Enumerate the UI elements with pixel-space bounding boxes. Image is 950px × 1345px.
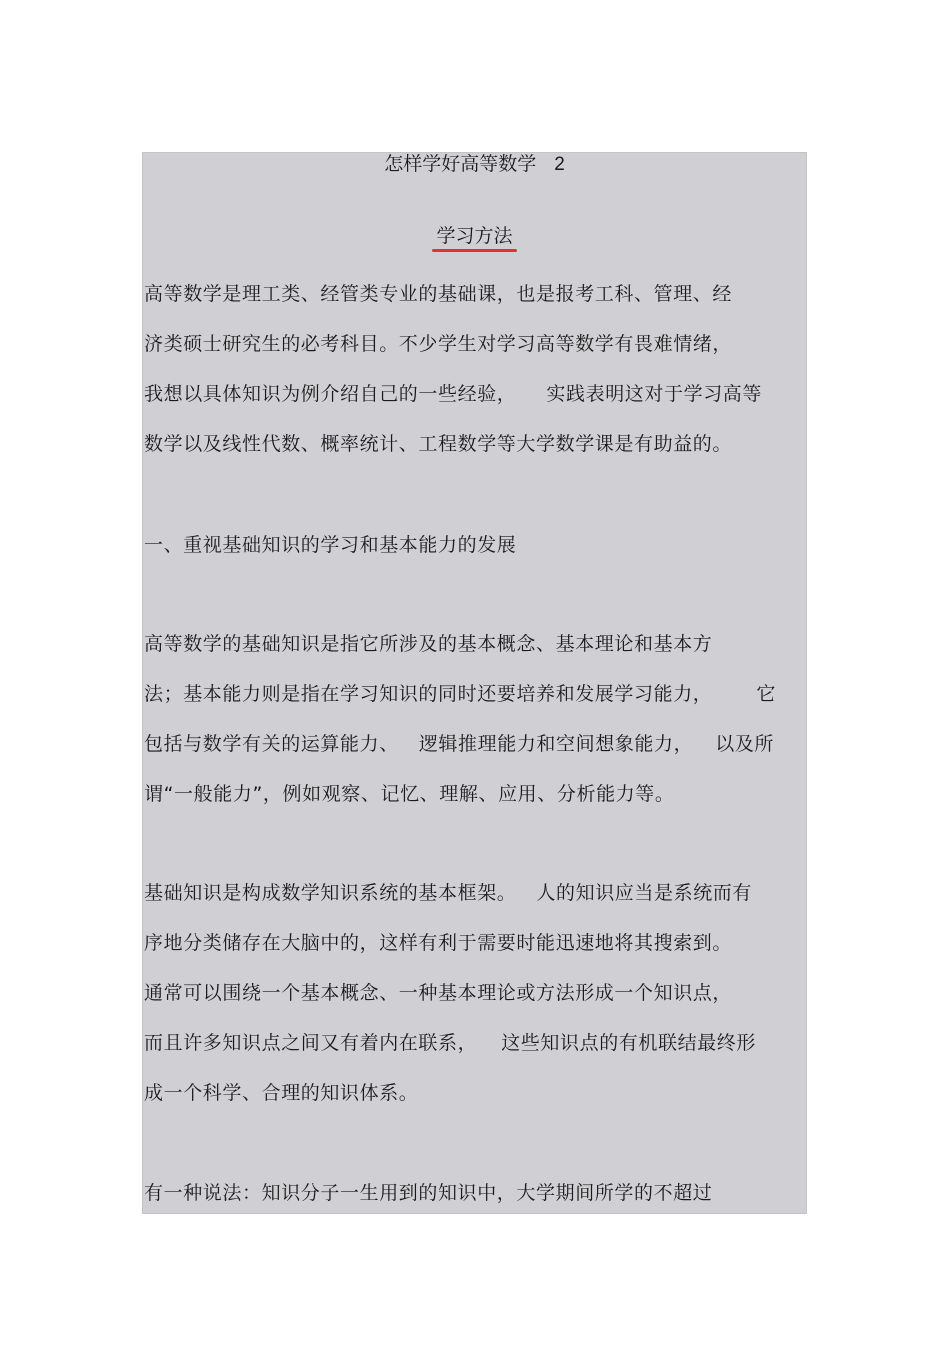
section-heading (142, 224, 807, 248)
paragraph-line: 数学以及线性代数、概率统计、工程数学等大学数学课是有助益的。 (144, 433, 733, 455)
section-one-heading: 一、重视基础知识的学习和基本能力的发展 (144, 534, 517, 556)
paragraph-line: 而且许多知识点之间又有着内在联系， 这些知识点的有机联结最终形 (144, 1032, 757, 1054)
document-title (142, 152, 807, 177)
paragraph-line: 包括与数学有关的运算能力、 逻辑推理能力和空间想象能力， 以及所 (144, 733, 775, 755)
paragraph-line: 济类硕士研究生的必考科目。不少学生对学习高等数学有畏难情绪， (144, 333, 733, 355)
subtitle-text: 学习方法 (436, 225, 513, 247)
paragraph-line: 有一种说法：知识分子一生用到的知识中，大学期间所学的不超过 (144, 1182, 713, 1204)
paragraph-line: 我想以具体知识为例介绍自己的一些经验， 实践表明这对于学习高等 (144, 383, 763, 405)
paragraph-line: 法；基本能力则是指在学习知识的同时还要培养和发展学习能力， 它 (144, 683, 777, 705)
title-number: 2 (554, 154, 565, 175)
paragraph-line: 高等数学是理工类、经管类专业的基础课，也是报考工科、管理、经 (144, 283, 733, 305)
paragraph-line: 成一个科学、合理的知识体系。 (144, 1082, 419, 1104)
paragraph-line: 基础知识是构成数学知识系统的基本框架。 人的知识应当是系统而有 (144, 882, 753, 904)
red-underline-mark (432, 249, 516, 252)
paragraph-line: 高等数学的基础知识是指它所涉及的基本概念、基本理论和基本方 (144, 633, 713, 655)
title-text: 怎样学好高等数学 (384, 153, 537, 175)
paragraph-line: 序地分类储存在大脑中的，这样有利于需要时能迅速地将其搜索到。 (144, 932, 733, 954)
paragraph-line: 通常可以围绕一个基本概念、一种基本理论或方法形成一个知识点， (144, 982, 733, 1004)
paragraph-line: 谓“一般能力”，例如观察、记忆、理解、应用、分析能力等。 (144, 783, 675, 805)
